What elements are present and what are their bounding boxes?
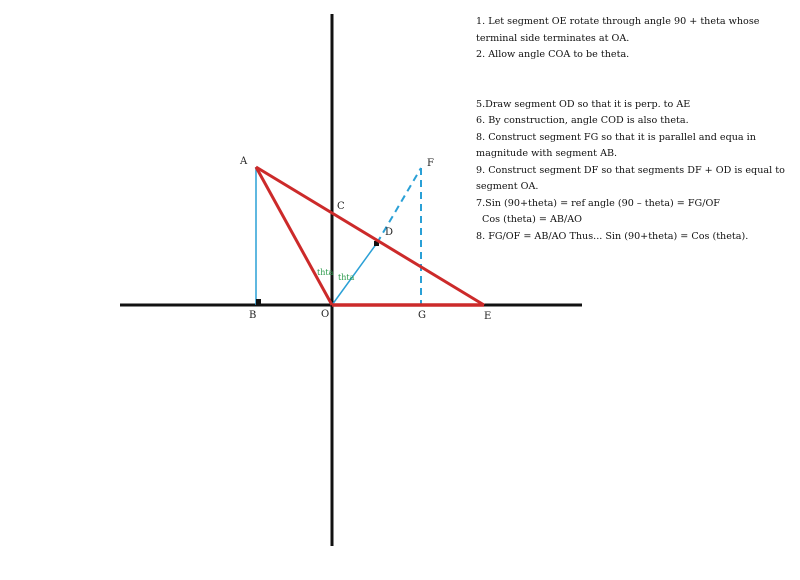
label-C: C xyxy=(337,201,345,212)
segment-AO xyxy=(256,167,332,305)
note-9: 9. Construct segment DF so that segments DF + OD is equal to segment OA. xyxy=(476,164,785,192)
note-7: 7.Sin (90+theta) = ref angle (90 – theta) = FG/OF xyxy=(476,197,720,209)
theta-label-COD: thta xyxy=(338,273,355,282)
note-1: 1. Let segment OE rotate through angle 90 + theta whose terminal side terminates at OA. xyxy=(476,16,760,44)
note-5: 5.Draw segment OD so that it is perp. to AE xyxy=(476,98,691,110)
label-D: D xyxy=(385,227,394,238)
note-7-cos: Cos (theta) = AB/AO xyxy=(482,214,583,225)
note-8b: 8. FG/OF = AB/AO Thus... Sin (90+theta) = Cos (theta). xyxy=(476,230,749,242)
note-8a: 8. Construct segment FG so that it is parallel and equa in magnitude with segment AB. xyxy=(476,131,756,159)
label-E: E xyxy=(484,311,492,322)
explanation-notes xyxy=(476,14,794,245)
label-O: O xyxy=(321,309,330,320)
label-G: G xyxy=(418,310,426,321)
theta-label-COA: thta xyxy=(317,268,334,277)
note-2: 2. Allow angle COA to be theta. xyxy=(476,49,630,60)
notes-gap xyxy=(476,64,794,97)
label-F: F xyxy=(427,158,434,169)
right-angle-marker-B xyxy=(256,299,261,305)
segment-DF xyxy=(377,168,421,243)
segment-AE xyxy=(256,167,484,305)
label-A: A xyxy=(240,156,248,167)
label-B: B xyxy=(249,310,257,321)
note-6: 6. By construction, angle COD is also theta. xyxy=(476,115,689,126)
